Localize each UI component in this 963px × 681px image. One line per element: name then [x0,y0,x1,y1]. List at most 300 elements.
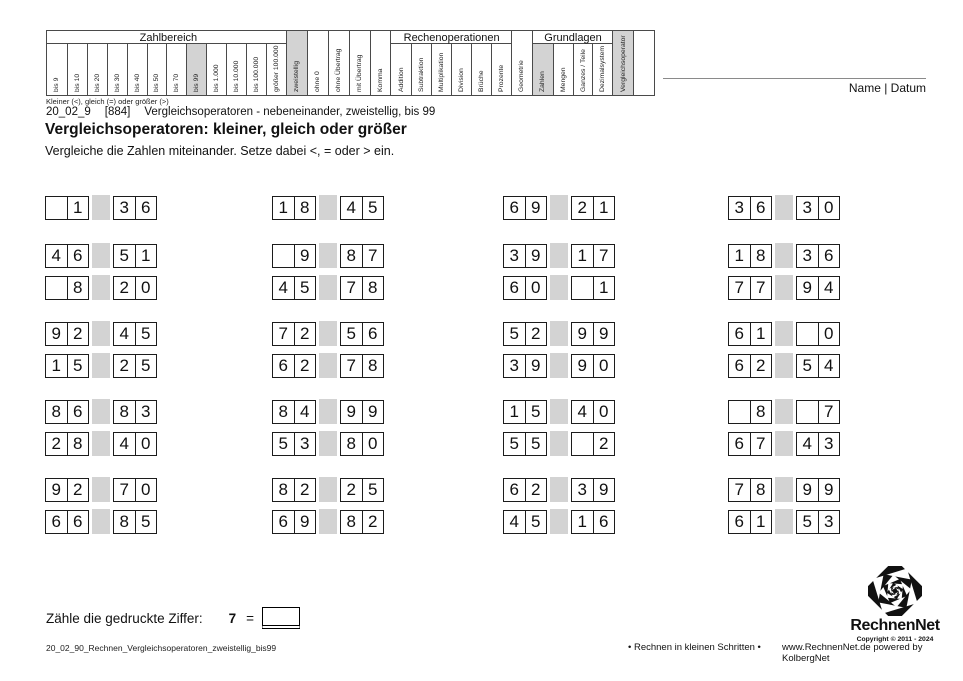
digit-cell [46,277,67,299]
column-label: Subtraktion [418,57,426,92]
digit-cell: 5 [525,401,547,423]
right-number-box [113,354,157,378]
column-label: Geometrie [518,60,526,92]
comparison-answer-box[interactable] [775,321,793,346]
column-label: bis 50 [153,73,161,92]
left-number-box [728,244,772,268]
problem-row [272,195,384,220]
digit-cell: 1 [51,355,61,375]
left-number-box [272,196,316,220]
logo-copyright: Copyright © 2011 - 2024 [856,636,934,643]
column-label-cell [573,44,593,95]
problem-row [272,275,384,300]
digit-cell [273,245,294,267]
column-label: Ganzes / Teile [579,49,587,92]
digit-cell: 2 [67,323,89,345]
right-number-box [113,400,157,424]
column-label: Dezimalsystem [599,45,607,92]
column-label-cell [533,44,553,95]
digit-cell: 1 [593,277,615,299]
digit-cell: 6 [67,511,89,533]
left-number-box [503,322,547,346]
problem-column-3 [503,195,615,534]
count-answer-box[interactable] [262,607,300,629]
digit-cell: 5 [362,479,384,501]
digit-cell: 1 [67,197,89,219]
problem-row [45,509,157,534]
filter-column-zweistellig [286,31,307,95]
digit-cell: 8 [278,401,288,421]
digit-cell: 7 [750,277,772,299]
column-label: Komma [376,68,384,92]
right-number-box [796,354,840,378]
digit-cell: 5 [135,323,157,345]
group-header-cell [147,31,167,44]
filter-column-ohne-0 [307,31,328,95]
digit-cell: 6 [509,197,519,217]
column-label-cell [592,44,612,95]
digit-cell: 4 [119,323,129,343]
digit-cell: 8 [67,277,89,299]
digit-cell [46,197,67,219]
comparison-answer-box[interactable] [92,477,110,502]
comparison-answer-box[interactable] [775,243,793,268]
left-number-box [503,510,547,534]
right-number-box [796,510,840,534]
digit-cell [797,323,818,345]
right-number-box [340,276,384,300]
digit-cell: 6 [818,245,840,267]
problem-row [45,353,157,378]
digit-cell: 1 [509,401,519,421]
comparison-answer-box[interactable] [319,195,337,220]
digit-cell: 3 [509,355,519,375]
column-label-cell [613,31,633,95]
right-number-box [340,322,384,346]
digit-cell: 4 [577,401,587,421]
comparison-answer-box[interactable] [319,431,337,456]
right-number-box [340,400,384,424]
digit-cell: 6 [593,511,615,533]
comparison-answer-box[interactable] [775,353,793,378]
filter-column-bis-10 [67,31,87,95]
column-label-cell [371,31,391,95]
rechnennet-logo [845,566,945,644]
digit-cell: 7 [818,401,840,423]
problem-row [503,243,615,268]
digit-cell: 7 [278,323,288,343]
comparison-answer-box[interactable] [319,509,337,534]
problem-row [503,195,615,220]
comparison-answer-box[interactable] [92,275,110,300]
digit-cell: 2 [593,433,615,455]
digit-cell: 9 [51,323,61,343]
problem-row [728,399,840,424]
filter-column-brüche [471,31,491,95]
digit-cell: 5 [509,433,519,453]
problem-row [503,431,615,456]
group-header-cell [166,31,186,44]
problem-row [45,477,157,502]
comparison-answer-box[interactable] [92,399,110,424]
problem-row [728,321,840,346]
column-label: Addition [397,67,405,92]
column-label-cell [246,44,266,95]
column-label-cell [391,44,411,95]
column-label: ohne Übertrag [335,48,343,92]
count-task-label: Zähle die gedruckte Ziffer: [46,610,203,626]
left-number-box [272,400,316,424]
problem-row [45,243,157,268]
filter-column-ohne-übertrag [328,31,349,95]
digit-cell: 9 [294,511,316,533]
comparison-answer-box[interactable] [92,509,110,534]
digit-cell: 0 [135,433,157,455]
left-number-box [503,354,547,378]
right-number-box [796,478,840,502]
digit-cell: 9 [362,401,384,423]
digit-cell: 7 [734,479,744,499]
comparison-answer-box[interactable] [92,353,110,378]
problem-row [728,477,840,502]
name-date-label: Name | Datum [848,81,926,95]
column-label-cell [107,44,127,95]
problem-row [728,195,840,220]
instruction-text: Vergleiche die Zahlen miteinander. Setze dabei <, = oder > ein. [45,144,395,158]
column-label-cell [471,44,491,95]
right-number-box [571,478,615,502]
problem-row [45,275,157,300]
digit-cell: 9 [577,355,587,375]
right-number-box [113,276,157,300]
digit-cell: 2 [750,355,772,377]
column-label-cell [147,44,167,95]
filter-column-prozente [491,31,511,95]
group-header-cell [411,31,431,44]
digit-cell: 7 [346,277,356,297]
column-label-cell [266,44,286,95]
left-number-box [503,244,547,268]
column-label: bis 99 [193,73,201,92]
column-label: Prozente [497,64,505,92]
digit-cell: 5 [67,355,89,377]
digit-cell: 3 [509,245,519,265]
comparison-answer-box[interactable] [319,321,337,346]
digit-cell: 2 [294,323,316,345]
right-number-box [571,244,615,268]
digit-cell: 3 [802,245,812,265]
worksheet-id-line [46,106,449,118]
column-label-cell [127,44,147,95]
digit-cell: 5 [119,245,129,265]
digit-cell: 9 [525,355,547,377]
left-number-box [728,322,772,346]
digit-cell: 9 [577,323,587,343]
name-date-line [663,78,926,79]
left-number-box [45,322,89,346]
problem-row [272,431,384,456]
column-label-cell [287,31,307,95]
comparison-answer-box[interactable] [775,509,793,534]
filter-column-bis-50 [147,31,167,95]
digit-cell: 7 [734,277,744,297]
right-number-box [796,322,840,346]
digit-cell: 6 [278,511,288,531]
digit-cell: 3 [818,433,840,455]
right-number-box [340,196,384,220]
comparison-answer-box[interactable] [775,431,793,456]
digit-cell: 6 [135,197,157,219]
digit-cell: 2 [294,479,316,501]
digit-cell: 3 [294,433,316,455]
digit-cell: 2 [294,355,316,377]
left-number-box [503,196,547,220]
left-number-box [45,432,89,456]
filter-column-bis-9 [47,31,67,95]
problem-row [272,243,384,268]
digit-cell: 0 [818,323,840,345]
group-header-cell [246,31,266,44]
group-header-cell [266,31,286,44]
group-label-zahlbereich: Zahlbereich [139,31,198,44]
comparison-answer-box[interactable] [319,243,337,268]
column-label-cell [166,44,186,95]
column-label-cell [491,44,511,95]
digit-cell: 5 [802,511,812,531]
filter-column-dezimalsystem [592,31,612,95]
problem-row [728,353,840,378]
count-task [46,607,300,629]
left-number-box [272,276,316,300]
digit-cell: 2 [362,511,384,533]
left-number-box [45,196,89,220]
column-label-cell [226,44,246,95]
filter-column-zahlen [532,31,553,95]
column-label-cell [451,44,471,95]
column-label: bis 10.000 [233,60,241,92]
digit-cell: 0 [593,355,615,377]
comparison-answer-box[interactable] [550,509,568,534]
column-label-cell [329,31,349,95]
digit-cell: 8 [750,401,772,423]
left-number-box [728,478,772,502]
problem-row [503,509,615,534]
digit-cell: 3 [135,401,157,423]
right-number-box [113,510,157,534]
digit-cell: 8 [362,355,384,377]
digit-cell: 6 [734,323,744,343]
digit-cell: 1 [278,197,288,217]
column-label-cell [512,31,532,95]
digit-cell: 9 [593,323,615,345]
digit-cell: 5 [509,323,519,343]
column-label: bis 40 [133,73,141,92]
filter-column-bis-30 [107,31,127,95]
worksheet-number: [884] [104,106,131,118]
comparison-answer-box[interactable] [550,431,568,456]
left-number-box [503,432,547,456]
digit-cell: 8 [750,479,772,501]
column-label: ohne 0 [314,71,322,92]
group-header-cell [592,31,612,44]
column-label-cell [67,44,87,95]
digit-cell: 3 [802,197,812,217]
digit-cell: 4 [346,197,356,217]
digit-cell: 8 [346,433,356,453]
digit-cell: 5 [135,355,157,377]
column-label: bis 9 [53,77,61,92]
filter-column-bis-20 [87,31,107,95]
left-number-box [272,478,316,502]
group-header-cell [107,31,127,44]
comparison-answer-box[interactable] [775,477,793,502]
comparison-answer-box[interactable] [550,243,568,268]
right-number-box [796,244,840,268]
left-number-box [45,276,89,300]
column-label: Multiplikation [438,52,446,92]
digit-cell: 8 [119,511,129,531]
digit-cell: 0 [362,433,384,455]
digit-cell: 4 [818,277,840,299]
comparison-answer-box[interactable] [550,195,568,220]
group-header-cell [47,31,67,44]
left-number-box [503,400,547,424]
filter-column-mengen [553,31,573,95]
right-number-box [796,432,840,456]
digit-cell: 2 [119,355,129,375]
digit-cell: 7 [362,245,384,267]
right-number-box [113,432,157,456]
footer-website: www.RechnenNet.de powered by KolbergNet [782,642,923,664]
digit-cell: 5 [294,277,316,299]
filter-column-geometrie [511,31,532,95]
filter-column-addition [390,31,411,95]
worksheet-subtitle: Vergleichsoperatoren - nebeneinander, zweistellig, bis 99 [144,106,436,118]
digit-cell: 5 [802,355,812,375]
digit-cell [572,433,593,455]
comparison-answer-box[interactable] [319,353,337,378]
comparison-answer-box[interactable] [550,321,568,346]
problem-row [45,321,157,346]
column-label-cell [350,31,370,95]
footer-slogan: • Rechnen in kleinen Schritten • [628,642,761,653]
filter-column-bis-1-000 [206,31,226,95]
right-number-box [340,244,384,268]
right-number-box [571,276,615,300]
problem-row [272,353,384,378]
column-label: bis 10 [73,73,81,92]
problem-column-2 [272,195,384,534]
comparison-answer-box[interactable] [550,477,568,502]
group-header-cell [431,31,451,44]
right-number-box [796,196,840,220]
digit-cell: 8 [119,401,129,421]
digit-cell: 2 [577,197,587,217]
digit-cell: 9 [593,479,615,501]
comparison-answer-box[interactable] [92,431,110,456]
left-number-box [45,478,89,502]
column-label-cell [47,44,67,95]
right-number-box [571,510,615,534]
digit-cell: 3 [119,197,129,217]
digit-cell: 5 [135,511,157,533]
comparison-answer-box[interactable] [775,275,793,300]
digit-cell: 0 [135,479,157,501]
comparison-answer-box[interactable] [92,195,110,220]
digit-cell: 8 [278,479,288,499]
digit-cell: 5 [525,433,547,455]
column-label: zweistellig [293,61,301,92]
comparison-answer-box[interactable] [319,399,337,424]
right-number-box [571,196,615,220]
left-number-box [272,322,316,346]
left-number-box [503,478,547,502]
right-number-box [340,432,384,456]
digit-cell: 9 [802,479,812,499]
digit-cell: 9 [525,197,547,219]
comparison-answer-box[interactable] [775,195,793,220]
column-label: Zahlen [539,71,547,92]
comparison-answer-box[interactable] [550,275,568,300]
problem-row [503,353,615,378]
digit-cell: 2 [67,479,89,501]
left-number-box [45,244,89,268]
digit-cell: 6 [51,511,61,531]
topic-classification-table [46,30,655,96]
filter-column-bis-100-000 [246,31,266,95]
problem-row [728,243,840,268]
left-number-box [45,510,89,534]
left-number-box [272,432,316,456]
comparison-answer-box[interactable] [550,399,568,424]
filter-column-komma [370,31,391,95]
filter-column-subtraktion [411,31,431,95]
right-number-box [571,322,615,346]
digit-cell: 4 [119,433,129,453]
digit-cell: 9 [525,245,547,267]
group-header-cell [491,31,511,44]
problem-row [45,431,157,456]
comparison-answer-box[interactable] [92,321,110,346]
comparison-answer-box[interactable] [92,243,110,268]
group-label-grundlagen: Grundlagen [544,31,602,44]
digit-cell: 6 [67,245,89,267]
left-number-box [728,276,772,300]
group-header-cell [471,31,491,44]
digit-cell: 8 [294,197,316,219]
comparison-answer-box[interactable] [775,399,793,424]
group-header-cell [451,31,471,44]
digit-cell: 4 [818,355,840,377]
column-label-cell [206,44,226,95]
comparison-answer-box[interactable] [550,353,568,378]
worksheet-code: 20_02_9 [46,106,91,118]
count-task-equals: = [246,610,254,626]
filter-column-größer-100-000 [266,31,286,95]
digit-cell: 1 [734,245,744,265]
worksheet-file-id: 20_02_90_Rechnen_Vergleichsoperatoren_zweistellig_bis99 [46,643,277,653]
group-label-rechenoperationen: Rechenoperationen [403,31,500,44]
group-header-cell [67,31,87,44]
left-number-box [728,354,772,378]
digit-cell: 7 [119,479,129,499]
comparison-answer-box[interactable] [319,275,337,300]
digit-cell: 1 [577,511,587,531]
problem-column-1 [45,195,157,534]
column-label-cell [634,31,654,95]
digit-cell: 2 [525,479,547,501]
comparison-answer-box[interactable] [319,477,337,502]
